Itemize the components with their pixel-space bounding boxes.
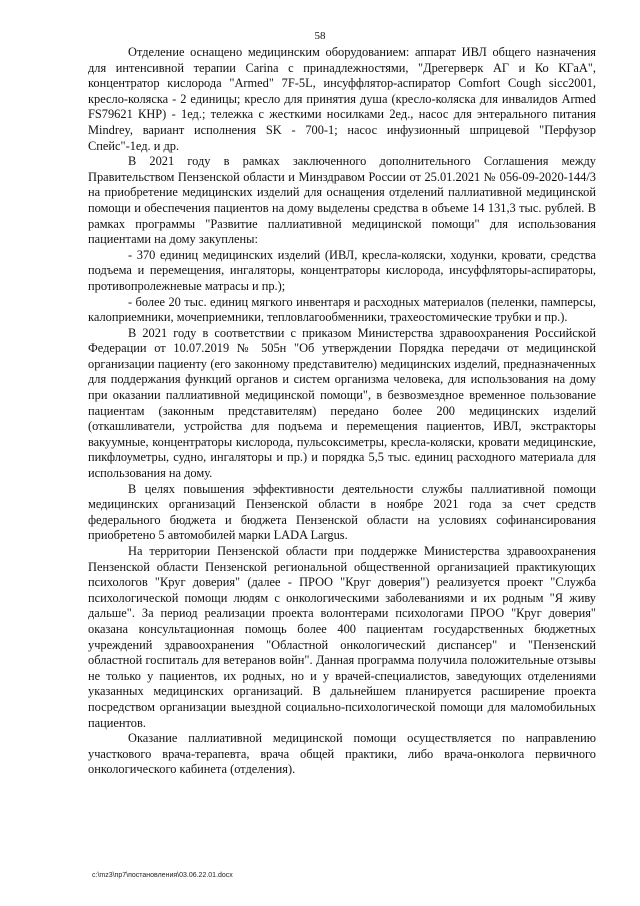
paragraph-order-505n: В 2021 году в соответствии с приказом Министерства здравоохранения Российской Федерации от 10.07.2019 № 505н "Об утверждении Порядка передачи от медицинской организации пациенту (его законному представителю) медицинских изделий, предназначенных для поддержания функций органов и систем организма человека, для использования на дому при оказании паллиативной медицинской помощи", в безвозмездное временное пользование пациентам (законным представителям) передано более 200 медицинских изделий (откашливатели, устройства для подъема и перемещения пациентов, ИВЛ, экстракторы вакуумные, концентраторы кислорода, пульсоксиметры, кресла-коляски, кровати медицинские, пикфлоуметры, судно, ингаляторы и пр.) и порядка 5,5 тыс. единиц расходного материала для использования на дому. — [88, 325, 596, 481]
paragraph-soft-inventory-list: - более 20 тыс. единиц мягкого инвентаря и расходных материалов (пеленки, памперсы, калоприемники, мочеприемники, тепловлагообменники, трахеостомические трубки и пр.). — [88, 294, 596, 325]
paragraph-equipment: Отделение оснащено медицинским оборудованием: аппарат ИВЛ общего назначения для интенсивной терапии Carina с принадлежностями, "Дрегерверк АГ и Ко КГаА", концентратор кислорода "Armed" 7F-5L, инсуффлятор-аспиратор Comfort Cough sicc2001, кресло-коляска - 2 единицы; кресло для принятия душа (кресло-коляска для инвалидов Armed FS79621 КНР) - 1ед.; тележка с жесткими носилками 2ед., насос для энтерального питания Mindrey, вариант исполнения SK - 700-1; насос инфузионный шприцевой "Перфузор Спейс"-1ед. и др. — [88, 45, 596, 153]
paragraph-referral: Оказание паллиативной медицинской помощи осуществляется по направлению участкового врача-терапевта, врача общей практики, либо врача-онколога первичного онкологического кабинета (отделения). — [88, 731, 596, 777]
body-text — [88, 45, 596, 778]
page-number: 58 — [314, 30, 326, 42]
paragraph-psychological-help: На территории Пензенской области при поддержке Министерства здравоохранения Пензенской области Пензенской региональной общественной организацией практикующих психологов "Круг доверия" (далее - ПРОО "Круг доверия") реализуется проект "Служба психологической помощи людям с онкологическими заболеваниями и их родным "Я живу дальше". За период реализации проекта волонтерами психологами ПРОО "Круг доверия" оказана консультационная помощь более 400 пациентам государственных бюджетных учреждений здравоохранения "Областной онкологический диспансер" и "Пензенский областной госпиталь для ветеранов войн". Данная программа получила положительные отзывы не только у пациентов, их родных, но и у врачей-специалистов, заведующих отделениями указанных медицинских организаций. В дальнейшем планируется расширение проекта посредством организации выездной социально-психологической помощи для маломобильных пациентов. — [88, 544, 596, 730]
paragraph-vehicles: В целях повышения эффективности деятельности службы паллиативной помощи медицинских организаций Пензенской области в ноябре 2021 года за счет средств федерального бюджета и бюджета Пензенской области на условиях софинансирования приобретено 5 автомобилей марки LADA Largus. — [88, 481, 596, 543]
footer-file-path: c:\mz3\пр7\постановления\03.06.22.01.docx — [92, 872, 233, 879]
paragraph-medical-devices-list: - 370 единиц медицинских изделий (ИВЛ, кресла-коляски, ходунки, кровати, средства подъема и перемещения, ингаляторы, концентраторы кислорода, инсуффляторы-аспираторы, противопролежневые матрасы и пр.); — [88, 247, 596, 293]
paragraph-agreement-2021: В 2021 году в рамках заключенного дополнительного Соглашения между Правительством Пензенской области и Минздравом России от 25.01.2021 № 056-09-2020-144/3 на приобретение медицинских изделий для оснащения отделений паллиативной медицинской помощи и обеспечения пациентов на дому выделены средства в объеме 14 131,3 тыс. рублей. В рамках программы "Развитие паллиативной медицинской помощи" для использования пациентами на дому закуплены: — [88, 154, 596, 247]
